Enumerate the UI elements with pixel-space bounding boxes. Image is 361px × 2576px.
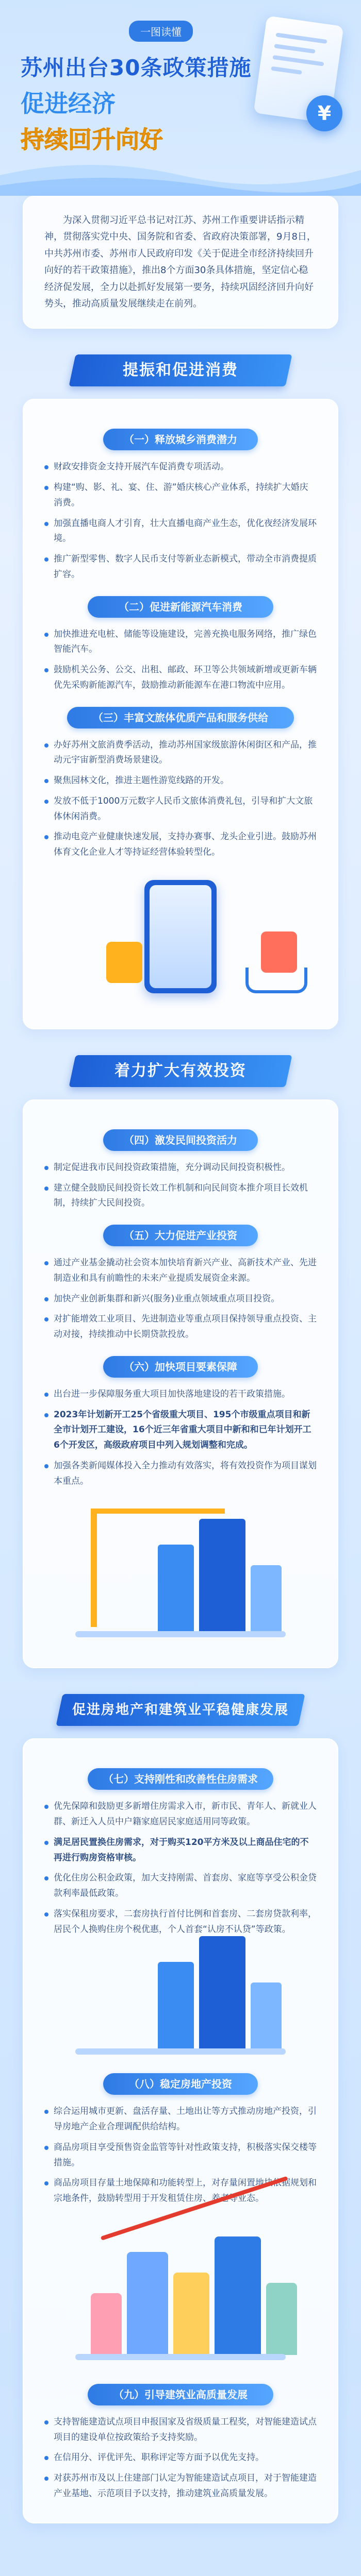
points-list: [44, 1799, 317, 1937]
cart-icon: [245, 968, 307, 993]
section-card-consumption: [23, 399, 338, 1029]
intro-card: [23, 196, 338, 329]
list-item: 加快产业创新集群和新兴(服务)业重点领域重点项目投资。: [44, 1292, 317, 1307]
shopping-bag-icon: [106, 942, 142, 983]
section-title-investment: 着力扩大有效投资: [72, 1055, 289, 1087]
section-card-real-estate: [23, 1738, 338, 2523]
building-icon: [199, 1519, 245, 1632]
intro-text: 为深入贯彻习近平总书记对江苏、苏州工作重要讲话指示精神，贯彻落实党中央、国务院和省委、省政府决策部署，9月8日，中共苏州市委、苏州市人民政府印发《关于促进全市经济持续回升向好的若干政策措施》，推出8个方面30条具体措施，坚定信心稳经济促发展，全力以赴抓好发展第一要务，持续巩固经济回升向好势头，推动高质量发展继续走在前列。: [44, 215, 316, 309]
real-estate-illustration: [44, 1946, 317, 2060]
yuan-coin-icon: ¥: [306, 95, 342, 131]
points-list: [44, 1160, 317, 1211]
list-item-highlight: 满足居民置换住房需求，对于购买120平方米及以上商品住宅的不再进行购房资格审核。: [44, 1835, 317, 1866]
list-item: 制定促进我市民间投资政策措施，充分调动民间投资积极性。: [44, 1160, 317, 1176]
section-title-real-estate: 促进房地产和建筑业平稳健康发展: [59, 1694, 302, 1726]
hero-title-line2: 促进经济: [21, 90, 116, 117]
list-item: 推动电竞产业健康快速发展，支持办赛事、龙头企业引进。鼓励苏州体育文化企业人才等持证经营体验转型化。: [44, 829, 317, 860]
points-list: [44, 2104, 317, 2207]
list-item: 商品房项目存量土地保障和功能转型上，对存量闲置地块依据规划和宗地条件，鼓励转型用于开发租赁住房、养老等业态。: [44, 2176, 317, 2207]
list-item: 加快推进充电桩、储能等设施建设，完善充换电服务网络，推广绿色智能汽车。: [44, 627, 317, 658]
building-icon: [199, 1936, 245, 2049]
building-icon: [158, 1962, 194, 2049]
points-list: [44, 738, 317, 860]
phone-icon: [144, 880, 217, 993]
shopping-bag-icon: [261, 931, 297, 973]
section-real-estate: [0, 1694, 361, 2523]
points-list: [44, 2415, 317, 2502]
list-item: 加强直播电商人才引育，壮大直播电商产业生态，优化夜经济发展环境。: [44, 516, 317, 547]
list-item: 财政安排资金支持开展汽车促消费专项活动。: [44, 460, 317, 475]
list-item-highlight: 2023年计划新开工25个省级重大项目、195个市级重点项目和新全市计划开工建设，16个近三年省重大项目中新和和已年计划开工6个开发区，高级政府项目中列入规划调整和完成。: [44, 1408, 317, 1453]
city-skyline-illustration: [0, 118, 361, 196]
list-item: 落实保租房要求，二套房执行首付比例和首套房、二套房贷款利率，居民个人换购住房个税优惠，个人首套“认房不认贷”等政策。: [44, 1907, 317, 1938]
list-item: 商品房项目享受预售资金监管等针对性政策支持，积极落实保交楼等措施。: [44, 2140, 317, 2171]
subsection-heading: （四）激发民间投资活力: [103, 1129, 258, 1151]
section-title-consumption: 提振和促进消费: [72, 354, 289, 386]
list-item: 办好苏州文旅消费季活动，推动苏州国家级旅游休闲街区和产品，推动元宇宙新型消费场景建设。: [44, 738, 317, 769]
subsection-heading: （九）引导建筑业高质量发展: [88, 2384, 273, 2405]
building-icon: [158, 1545, 194, 1632]
shopping-illustration: [44, 870, 317, 1004]
subsection-heading: （三）丰富文旅体优质产品和服务供给: [67, 707, 294, 728]
points-list: [44, 460, 317, 582]
list-item: 通过产业基金撬动社会资本加快培育新兴产业、高新技术产业、先进制造业和具有前瞻性的未来产业提质发展资金来源。: [44, 1256, 317, 1286]
list-item: 推广新型零售、数字人民币支付等新业态新模式，带动全市消费提质扩容。: [44, 552, 317, 583]
points-list: [44, 627, 317, 693]
building-icon: [251, 1565, 282, 1632]
construction-illustration: [44, 1498, 317, 1642]
subsection-heading: （一）释放城乡消费潜力: [103, 429, 258, 450]
list-item: 综合运用城市更新、盘活存量、土地出让等方式推动房地产投资，引导房地产企业合理调配供给结构。: [44, 2104, 317, 2135]
crane-icon: [91, 1509, 97, 1627]
section-card-investment: [23, 1099, 338, 1669]
list-item: 聚焦园林文化，推进主题性游览线路的开发。: [44, 773, 317, 789]
growth-chart-illustration: [44, 2216, 317, 2370]
hero-title-line3: 持续回升向好: [21, 126, 163, 154]
hero-banner: [0, 0, 361, 196]
hero-tag: 一图读懂: [129, 21, 193, 42]
section-consumption: [0, 354, 361, 1029]
subsection-heading: （八）稳定房地产投资: [103, 2073, 258, 2095]
list-item: 出台进一步保障服务重大项目加快落地建设的若干政策措施。: [44, 1387, 317, 1402]
list-item: 在信用分、评优评先、职称评定等方面予以优先支持。: [44, 2450, 317, 2466]
building-icon: [251, 1982, 282, 2049]
list-item: 对扩能增效工业项目、先进制造业等重点项目保持领导重点投资、主动对接，持续推动中长期贷款投放。: [44, 1312, 317, 1343]
list-item: 优化住房公积金政策，加大支持刚需、首套房、家庭等享受公积金贷款利率最低政策。: [44, 1871, 317, 1902]
subsection-heading: （六）加快项目要素保障: [103, 1356, 258, 1378]
list-item: 对获苏州市及以上住建部门认定为智能建造试点项目，对于智能建造产业基地、示范项目予以支持，推动建筑业高质量发展。: [44, 2471, 317, 2502]
points-list: [44, 1256, 317, 1343]
list-item: 加强各类新闻媒体投入全力推动有效落实，将有效投资作为项目谋划本重点。: [44, 1459, 317, 1489]
list-item: 建立健全鼓励民间投资长效工作机制和向民间资本推介项目长效机制，持续扩大民间投资。: [44, 1181, 317, 1212]
hero-title-line1: 苏州出台30条政策措施: [21, 55, 252, 80]
points-list: [44, 1387, 317, 1489]
subsection-heading: （五）大力促进产业投资: [103, 1225, 258, 1246]
subsection-heading: （二）促进新能源汽车消费: [88, 596, 273, 618]
list-item: 构建“购、影、礼、宴、住、游”婚庆核心产业体系，持续扩大婚庆消费。: [44, 480, 317, 511]
list-item: 鼓励机关公务、公交、出租、邮政、环卫等公共领域新增或更新车辆优先采购新能源汽车，鼓励推动新能源车在港口物流中应用。: [44, 663, 317, 693]
list-item: 发放不低于1000万元数字人民币文旅体消费礼包，引导和扩大文旅体休闲消费。: [44, 794, 317, 825]
list-item: 优先保障和鼓励更多新增住房需求入市，新市民、青年人、新就业人群、新迁入人员中户籍家庭居民家庭适用同等政策。: [44, 1799, 317, 1830]
list-item: 支持智能建造试点项目申报国家及省级质量工程奖，对智能建造试点项目的建设单位按政策给予支持奖励。: [44, 2415, 317, 2446]
subsection-heading: （七）支持刚性和改善性住房需求: [88, 1768, 273, 1790]
section-investment: [0, 1055, 361, 1669]
